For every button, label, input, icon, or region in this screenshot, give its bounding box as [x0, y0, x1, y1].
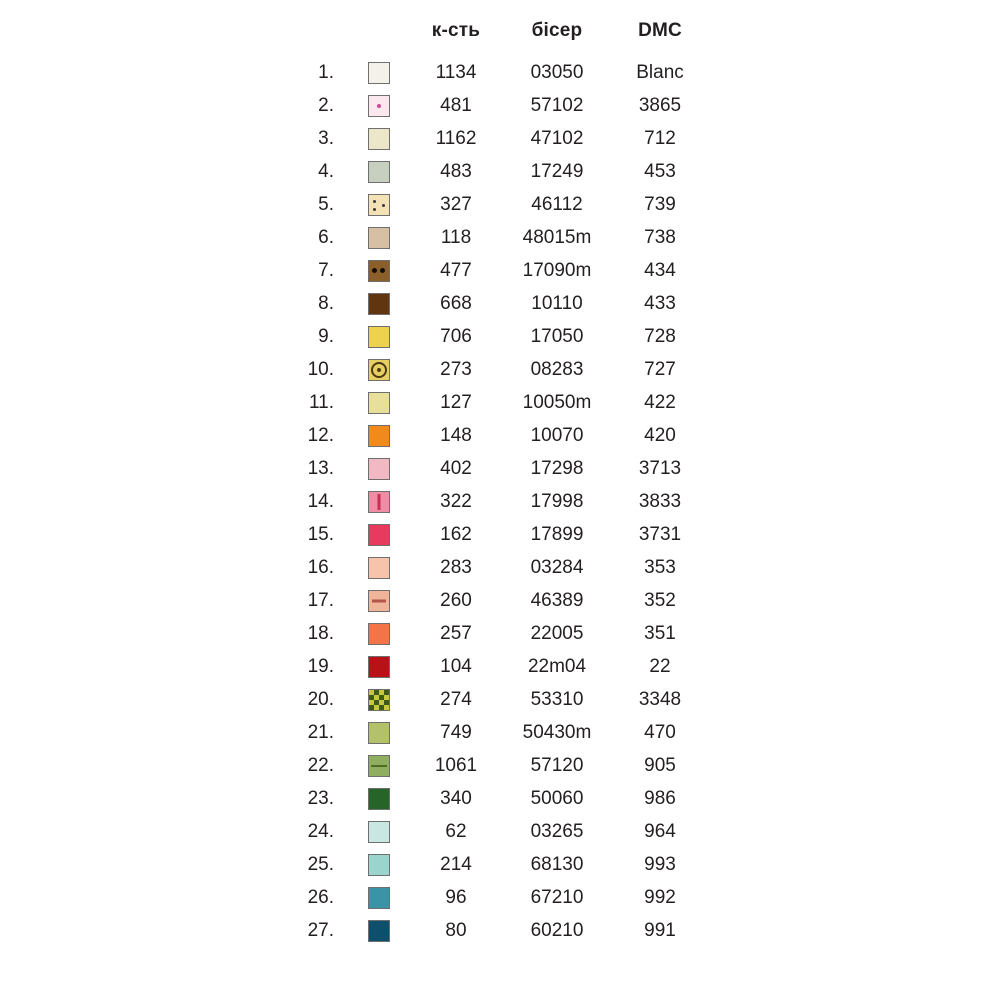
dmc-code: 3731	[638, 523, 682, 545]
dmc-code: 420	[644, 424, 676, 446]
symbol-three-dots-icon	[369, 195, 389, 215]
bead-code: 60210	[530, 919, 584, 941]
color-swatch-cell	[350, 584, 408, 617]
dmc-code: Blanc	[636, 61, 684, 83]
color-swatch-cell	[350, 881, 408, 914]
table-row	[290, 320, 710, 353]
table-row	[290, 650, 710, 683]
dmc-code: 739	[644, 193, 676, 215]
dmc-code: 738	[644, 226, 676, 248]
dmc-code: 993	[644, 853, 676, 875]
table-row	[290, 287, 710, 320]
table-row	[290, 749, 710, 782]
color-swatch	[368, 293, 390, 315]
color-swatch-cell	[350, 815, 408, 848]
color-swatch	[368, 623, 390, 645]
stitch-count: 104	[440, 655, 472, 677]
table-row	[290, 782, 710, 815]
color-swatch-cell	[350, 683, 408, 716]
color-swatch	[368, 326, 390, 348]
stitch-count: 162	[440, 523, 472, 545]
table-body	[290, 56, 710, 947]
color-swatch-cell	[350, 419, 408, 452]
row-number: 12.	[307, 424, 334, 446]
table-row	[290, 881, 710, 914]
stitch-count: 96	[445, 886, 467, 908]
color-swatch-cell	[350, 716, 408, 749]
stitch-count: 1162	[435, 127, 477, 149]
stitch-count: 80	[445, 919, 467, 941]
stitch-count: 749	[440, 721, 472, 743]
color-swatch	[368, 590, 390, 612]
bead-code: 57102	[530, 94, 584, 116]
stitch-count: 274	[440, 688, 472, 710]
color-swatch	[368, 227, 390, 249]
color-swatch-cell	[350, 485, 408, 518]
dmc-code: 728	[644, 325, 676, 347]
dmc-code: 422	[644, 391, 676, 413]
color-swatch-cell	[350, 650, 408, 683]
stitch-count: 127	[440, 391, 472, 413]
row-number: 18.	[307, 622, 334, 644]
bead-code: 17298	[530, 457, 584, 479]
color-swatch	[368, 854, 390, 876]
table-row	[290, 122, 710, 155]
bead-code: 17249	[530, 160, 584, 182]
color-swatch-cell	[350, 188, 408, 221]
dmc-code: 905	[644, 754, 676, 776]
color-swatch-cell	[350, 122, 408, 155]
row-number: 3.	[318, 127, 334, 149]
color-swatch	[368, 557, 390, 579]
bead-code: 46112	[531, 193, 583, 215]
row-number: 17.	[307, 589, 334, 611]
row-number: 15.	[307, 523, 334, 545]
dmc-code: 352	[644, 589, 676, 611]
color-swatch	[368, 656, 390, 678]
bead-code: 67210	[530, 886, 584, 908]
row-number: 10.	[307, 358, 334, 380]
dmc-code: 3348	[638, 688, 682, 710]
bead-code: 03284	[530, 556, 584, 578]
stitch-count: 340	[440, 787, 472, 809]
row-number: 16.	[307, 556, 334, 578]
row-number: 21.	[307, 721, 334, 743]
stitch-count: 402	[440, 457, 472, 479]
bead-code: 03050	[530, 61, 584, 83]
stitch-count: 322	[440, 490, 472, 512]
table-header	[290, 20, 710, 56]
table-row	[290, 353, 710, 386]
dmc-code: 991	[644, 919, 676, 941]
stitch-count: 260	[440, 589, 472, 611]
table-row	[290, 683, 710, 716]
row-number: 20.	[307, 688, 334, 710]
color-swatch-cell	[350, 749, 408, 782]
stitch-count: 118	[440, 226, 472, 248]
row-number: 22.	[307, 754, 334, 776]
table-row	[290, 551, 710, 584]
color-swatch	[368, 722, 390, 744]
bead-code: 10050m	[522, 391, 592, 413]
dmc-code: 964	[644, 820, 676, 842]
color-swatch	[368, 887, 390, 909]
row-number: 14.	[307, 490, 334, 512]
bead-legend-table	[290, 20, 710, 947]
bead-code: 08283	[530, 358, 584, 380]
bead-code: 17050	[530, 325, 584, 347]
dmc-code: 727	[644, 358, 676, 380]
row-number: 7.	[318, 259, 334, 281]
symbol-hbar-icon	[369, 591, 389, 611]
table-row	[290, 254, 710, 287]
row-number: 25.	[307, 853, 334, 875]
table-row	[290, 386, 710, 419]
table-row	[290, 815, 710, 848]
table-row	[290, 89, 710, 122]
color-swatch	[368, 194, 390, 216]
dmc-code: 3713	[638, 457, 682, 479]
stitch-count: 273	[440, 358, 472, 380]
dmc-code: 433	[644, 292, 676, 314]
row-number: 24.	[307, 820, 334, 842]
stitch-count: 1061	[434, 754, 478, 776]
symbol-ring-icon	[369, 360, 389, 380]
color-swatch	[368, 491, 390, 513]
color-swatch-cell	[350, 287, 408, 320]
stitch-count: 481	[440, 94, 472, 116]
row-number: 11.	[308, 391, 334, 413]
color-swatch	[368, 392, 390, 414]
stitch-count: 483	[440, 160, 472, 182]
row-number: 13.	[307, 457, 334, 479]
dmc-code: 353	[644, 556, 676, 578]
symbol-vbar-icon	[369, 492, 389, 512]
color-swatch	[368, 821, 390, 843]
table-row	[290, 914, 710, 947]
table-row	[290, 848, 710, 881]
dmc-code: 712	[644, 127, 676, 149]
dmc-code: 470	[644, 721, 676, 743]
color-swatch	[368, 359, 390, 381]
dmc-code: 3865	[638, 94, 682, 116]
color-swatch	[368, 689, 390, 711]
color-swatch-cell	[350, 914, 408, 947]
row-number: 6.	[318, 226, 334, 248]
color-swatch	[368, 425, 390, 447]
color-swatch-cell	[350, 320, 408, 353]
color-swatch-cell	[350, 848, 408, 881]
color-swatch	[368, 920, 390, 942]
stitch-count: 257	[440, 622, 472, 644]
symbol-two-dots-icon	[369, 261, 389, 281]
color-swatch	[368, 95, 390, 117]
symbol-hline-thin-icon	[369, 756, 389, 776]
stitch-count: 706	[440, 325, 472, 347]
color-swatch-cell	[350, 221, 408, 254]
row-number: 23.	[307, 787, 334, 809]
table-row	[290, 452, 710, 485]
color-swatch	[368, 161, 390, 183]
row-number: 26.	[307, 886, 334, 908]
header-row	[290, 20, 710, 56]
bead-code: 17899	[530, 523, 584, 545]
table-row	[290, 716, 710, 749]
column-header-bead: бісер	[531, 20, 583, 41]
table-row	[290, 56, 710, 89]
stitch-count: 327	[440, 193, 472, 215]
bead-code: 47102	[530, 127, 584, 149]
dmc-code: 3833	[638, 490, 682, 512]
table-row	[290, 155, 710, 188]
color-swatch	[368, 755, 390, 777]
color-swatch-cell	[350, 56, 408, 89]
bead-code: 10070	[530, 424, 584, 446]
color-swatch	[368, 524, 390, 546]
bead-code: 22m04	[527, 655, 587, 677]
row-number: 27.	[307, 919, 334, 941]
bead-code: 17090m	[522, 259, 592, 281]
stitch-count: 1134	[435, 61, 477, 83]
table-row	[290, 584, 710, 617]
bead-code: 48015m	[522, 226, 592, 248]
dmc-code: 986	[644, 787, 676, 809]
row-number: 1.	[318, 61, 334, 83]
color-swatch	[368, 62, 390, 84]
table-row	[290, 188, 710, 221]
bead-code: 17998	[530, 490, 584, 512]
color-swatch-cell	[350, 89, 408, 122]
color-swatch-cell	[350, 254, 408, 287]
color-swatch-cell	[350, 617, 408, 650]
column-header-number	[290, 20, 350, 56]
bead-code: 68130	[530, 853, 584, 875]
stitch-count: 62	[445, 820, 467, 842]
stitch-count: 283	[440, 556, 472, 578]
bead-code: 03265	[530, 820, 584, 842]
bead-code: 50430m	[522, 721, 592, 743]
row-number: 8.	[318, 292, 334, 314]
dmc-code: 992	[644, 886, 676, 908]
column-header-dmc: DMC	[638, 20, 682, 41]
color-swatch-cell	[350, 452, 408, 485]
table-row	[290, 518, 710, 551]
table-row	[290, 419, 710, 452]
bead-code: 57120	[530, 754, 584, 776]
dmc-code: 434	[644, 259, 676, 281]
stitch-count: 668	[440, 292, 472, 314]
stitch-count: 477	[440, 259, 472, 281]
color-swatch	[368, 788, 390, 810]
color-swatch-cell	[350, 518, 408, 551]
dmc-code: 453	[644, 160, 676, 182]
dmc-code: 22	[649, 655, 671, 677]
row-number: 2.	[318, 94, 334, 116]
dmc-code: 351	[644, 622, 676, 644]
table-row	[290, 221, 710, 254]
column-header-swatch	[350, 20, 408, 56]
bead-code: 10110	[531, 292, 583, 314]
symbol-dot-center-icon	[369, 96, 389, 116]
bead-code: 22005	[530, 622, 584, 644]
symbol-checker-icon	[369, 690, 389, 710]
color-swatch-cell	[350, 386, 408, 419]
column-header-count: к-сть	[431, 20, 481, 41]
color-swatch	[368, 458, 390, 480]
color-swatch	[368, 260, 390, 282]
color-swatch-cell	[350, 551, 408, 584]
table-row	[290, 485, 710, 518]
row-number: 9.	[318, 325, 334, 347]
row-number: 5.	[318, 193, 334, 215]
row-number: 19.	[307, 655, 334, 677]
row-number: 4.	[318, 160, 334, 182]
stitch-count: 148	[440, 424, 472, 446]
bead-code: 46389	[530, 589, 584, 611]
color-swatch-cell	[350, 155, 408, 188]
stitch-count: 214	[440, 853, 472, 875]
color-swatch	[368, 128, 390, 150]
color-swatch-cell	[350, 782, 408, 815]
bead-code: 53310	[530, 688, 584, 710]
table-row	[290, 617, 710, 650]
color-swatch-cell	[350, 353, 408, 386]
bead-code: 50060	[530, 787, 584, 809]
